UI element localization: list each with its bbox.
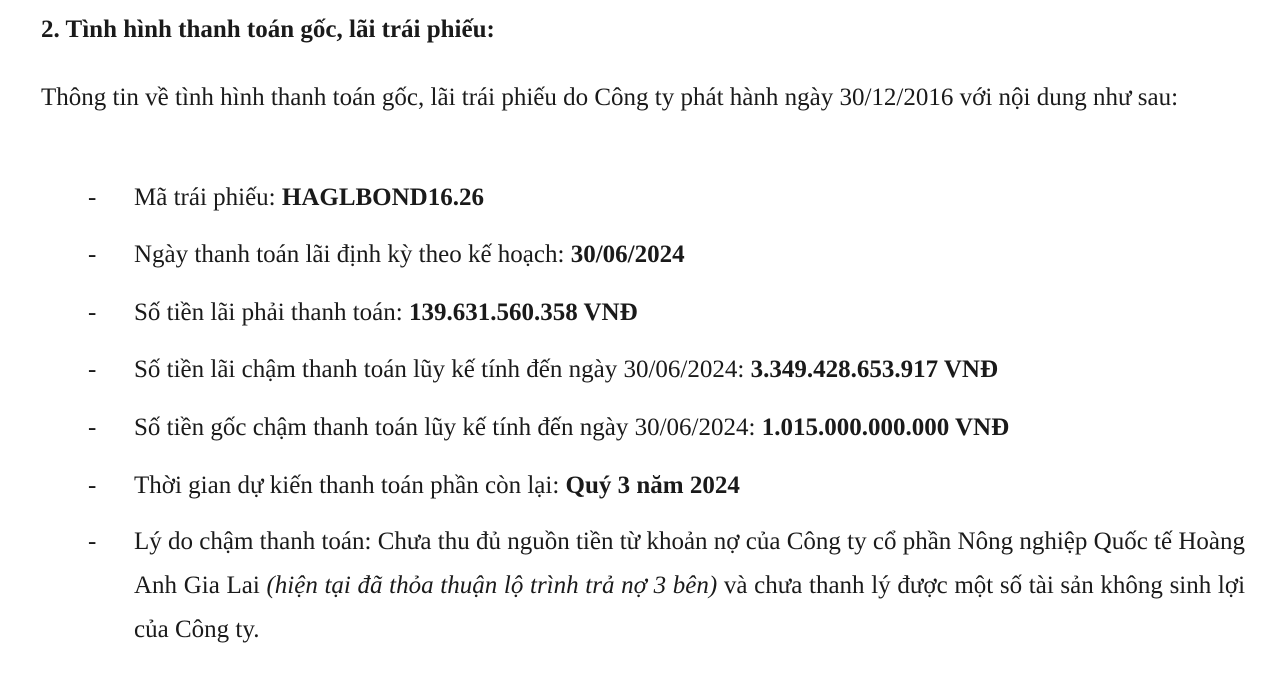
item-label: Mã trái phiếu: <box>134 184 282 211</box>
reason-text <box>134 520 1245 652</box>
list-item-text <box>134 468 740 504</box>
item-value: 1.015.000.000.000 VNĐ <box>761 414 1010 441</box>
item-label: Ngày thanh toán lãi định kỳ theo kế hoạch: <box>134 241 571 268</box>
bullet-dash: - <box>88 528 97 555</box>
reason-text-italic: (hiện tại đã thỏa thuận lộ trình trả nợ 3 bên) <box>266 572 718 599</box>
item-value: 3.349.428.653.917 VNĐ <box>750 356 999 383</box>
bullet-dash: - <box>88 299 97 326</box>
item-label: Số tiền lãi chậm thanh toán lũy kế tính đến ngày 30/06/2024: <box>134 356 751 383</box>
item-label: Số tiền lãi phải thanh toán: <box>134 299 409 326</box>
list-item-text <box>134 237 685 273</box>
list-item-text <box>134 180 484 216</box>
bullet-dash: - <box>88 472 97 499</box>
list-item-text <box>134 410 1009 446</box>
item-label: Thời gian dự kiến thanh toán phần còn lại: <box>134 472 566 499</box>
item-value: Quý 3 năm 2024 <box>565 472 740 499</box>
bullet-dash: - <box>88 356 97 383</box>
bullet-dash: - <box>88 184 97 211</box>
item-value: HAGLBOND16.26 <box>281 184 484 211</box>
section-heading: 2. Tình hình thanh toán gốc, lãi trái phiếu: <box>41 16 495 43</box>
reason-text-before: Lý do chậm thanh toán: Chưa thu đủ nguồn tiền từ khoản nợ của Công ty cổ phần Nông nghiệp Quốc tế Hoàng Anh Gia Lai <box>134 528 1245 599</box>
list-item-text <box>134 295 638 331</box>
bullet-dash: - <box>88 414 97 441</box>
intro-paragraph: Thông tin về tình hình thanh toán gốc, lãi trái phiếu do Công ty phát hành ngày 30/12/2016 với nội dung như sau: <box>41 84 1179 111</box>
item-label: Số tiền gốc chậm thanh toán lũy kế tính đến ngày 30/06/2024: <box>134 414 762 441</box>
item-value: 30/06/2024 <box>570 241 685 268</box>
item-value: 139.631.560.358 VNĐ <box>408 299 638 326</box>
bullet-dash: - <box>88 241 97 268</box>
reason-text-after: và chưa thanh lý được một số tài sản không sinh lợi của Công ty. <box>134 572 1246 643</box>
list-item-text <box>134 352 998 388</box>
